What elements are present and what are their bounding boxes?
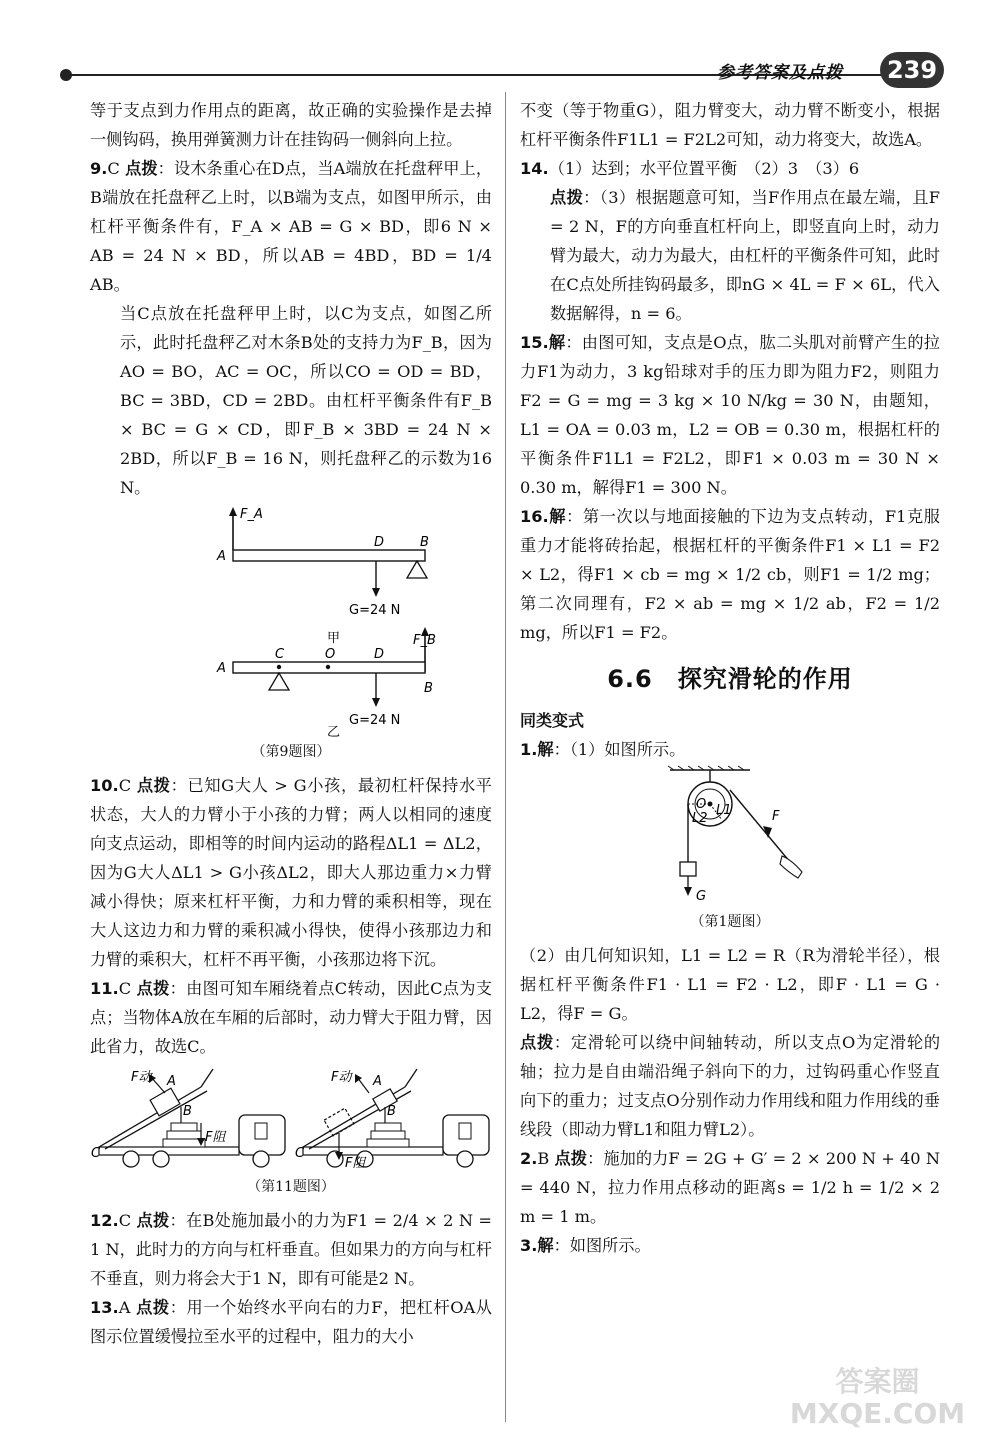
q12-text: ：在B处施加最小的力为F1 = 2/4 × 2 N = 1 N，此时力的方向与杠杆垂直。但如果力的方向与杠杆不垂直，则力将会大于1 N，即有可能是2 N。 — [90, 1211, 492, 1288]
q9a-force-label: F_A — [240, 507, 263, 522]
q9-caption: （第9题图） — [251, 744, 331, 760]
q9-text-1: ：设木条重心在D点，当A端放在托盘秤甲上，B端放在托盘秤乙上时，以B端为支点，如图甲所示，由杠杆平衡条件有，F_A × AB = G × BD，即6 N × AB = 24 N × BD，所以AB = 4BD，BD = 1/4 AB。 — [90, 159, 493, 294]
right-column — [520, 96, 940, 1260]
answer-3 — [520, 1231, 940, 1260]
a1-text-1: ：（1）如图所示。 — [553, 740, 686, 759]
q9a-weight-label: G=24 N — [349, 603, 401, 618]
q9a-label-d: D — [374, 535, 385, 550]
q11-caption: （第11题图） — [247, 1179, 335, 1195]
a1-fig-l2: L2 — [692, 811, 708, 826]
q15-text: ：由图可知，支点是O点，肱二头肌对前臂产生的拉力F1为动力，3 kg铅球对手的压力即为阻力F2，则阻力F2 = G = mg = 3 kg × 10 N/kg = 30 N，由题知，L1 = OA = 0.03 m，L2 = OB = 0.30 m，根据杠杆的平衡条件F1L1 = F2L2，即F1 × 0.03 m = 30 N × 0.30 m，解得F1 = 300 N。 — [520, 333, 940, 497]
question-11 — [90, 974, 492, 1061]
a3-text: ：如图所示。 — [553, 1236, 651, 1255]
question-12 — [90, 1206, 492, 1293]
q14-text: ：（3）根据题意可知，当F作用点在最左端，且F = 2 N，F的方向垂直杠杆向上，即竖直向上时，动力臂为最大，动力为最大，由杠杆的平衡条件可知，此时在C点处所挂钩码最多，即nG × 4L = F × 6L，代入数据解得，n = 6。 — [550, 188, 941, 323]
q16-label: 解 — [548, 507, 567, 526]
a1-number: 1. — [520, 740, 538, 759]
page-number: 239 — [880, 52, 944, 88]
a1-fig-f: F — [772, 809, 780, 824]
column-divider — [505, 92, 506, 1422]
q14-number: 14. — [520, 159, 549, 178]
q9-figure-b — [216, 627, 436, 740]
a1-text-2: （2）由几何知识知，L1 = L2 = R（R为滑轮半径），根据杠杆平衡条件F1 · L1 = F2 · L2，即F · L1 = G · L2，得F = G。 — [520, 946, 940, 1023]
q9b-label-d: D — [374, 647, 385, 662]
q11l-c: C — [91, 1146, 101, 1161]
question-9 — [90, 154, 492, 299]
a2-choice: B — [537, 1149, 550, 1168]
q10-text: ：已知G大人 > G小孩，最初杠杆保持水平状态，大人的力臂小于小孩的力臂；两人以相同的速度向支点运动，即相等的时间内运动的路程ΔL1 = ΔL2，因为G大人ΔL1 > G小孩ΔL2，即大人那边重力×力臂减小得快；原来杠杆平衡，力和力臂的乘积相等，现在大人这边力和力臂的乘积减小得快，使得小孩那边力和力臂的乘积大，杠杆不再平衡，小孩那边将下沉。 — [90, 776, 492, 969]
a1-hint-label: 点拨 — [520, 1033, 554, 1052]
q9-hint-label: 点拨 — [125, 159, 158, 178]
watermark-line-1: 答案圈 — [835, 1365, 920, 1398]
q13-choice: A — [118, 1298, 131, 1317]
q9a-label-b: B — [420, 535, 429, 550]
q11r-c: C — [295, 1146, 305, 1161]
a1-pulley-figure — [650, 766, 810, 906]
a1-label: 解 — [537, 740, 554, 759]
q13-text: ：用一个始终水平向右的力F，把杠杆OA从图示位置缓慢拉至水平的过程中，阻力的大小 — [90, 1298, 492, 1346]
q10-hint-label: 点拨 — [136, 776, 171, 795]
q16-number: 16. — [520, 507, 549, 526]
q15-number: 15. — [520, 333, 549, 352]
q12-choice: C — [118, 1211, 132, 1230]
q11-truck-right — [295, 1069, 489, 1171]
q12-hint-label: 点拨 — [136, 1211, 170, 1230]
a1-fig-o: O — [696, 797, 707, 812]
q11-text: ：由图可知车厢绕着点C转动，因此C点为支点；当物体A放在车厢的后部时，动力臂大于阻力臂，因此省力，故选C。 — [90, 979, 493, 1056]
a2-number: 2. — [520, 1149, 538, 1168]
q9-choice: C — [107, 159, 120, 178]
q9b-label-a: A — [217, 661, 226, 676]
left-continuation: 等于支点到力作用点的距离，故正确的实验操作是去掉一侧钩码，换用弹簧测力计在挂钩码一侧斜向上拉。 — [90, 101, 492, 149]
q11-figure — [91, 1063, 491, 1171]
q9-number: 9. — [90, 159, 108, 178]
q15-label: 解 — [548, 333, 566, 352]
q11r-a: A — [373, 1074, 382, 1089]
q9a-label-a: A — [217, 549, 226, 564]
watermark-line-2: MXQE.COM — [789, 1397, 966, 1430]
q13-number: 13. — [90, 1298, 119, 1317]
q13-hint-label: 点拨 — [136, 1298, 170, 1317]
section-label: 同类变式 — [520, 711, 585, 730]
q9b-label-o: O — [325, 647, 336, 662]
q10-choice: C — [118, 776, 132, 795]
question-16 — [520, 502, 940, 647]
q9b-label-c: C — [275, 647, 285, 662]
q11l-fzu: F阻 — [205, 1130, 226, 1145]
section-title: 6.6 探究滑轮的作用 — [607, 665, 853, 693]
question-15 — [520, 328, 940, 502]
q11l-a: A — [167, 1074, 176, 1089]
question-14 — [520, 154, 940, 183]
q11l-fdong: F动 — [131, 1070, 152, 1085]
q16-text: ：第一次以与地面接触的下边为支点转动，F1克服重力才能将砖抬起，根据杠杆的平衡条件F1 × L1 = F2 × L2，得F1 × cb = mg × 1/2 cb，则F1 = 1/2 mg；第二次同理有，F2 × ab = mg × 1/2 ab，F2 = 1/2 mg，所以F1 = F2。 — [520, 507, 940, 642]
left-column — [90, 96, 492, 1351]
header-title: 参考答案及点拨 — [717, 63, 843, 83]
q14-hint-label: 点拨 — [550, 188, 584, 207]
q9a-caption-label: 甲 — [327, 631, 341, 646]
a2-text: ：施加的力F = 2G + G′ = 2 × 200 N + 40 N = 440 N，拉力作用点移动的距离s = 1/2 h = 1/2 × 2 m = 1 m。 — [520, 1149, 940, 1226]
q12-number: 12. — [90, 1211, 119, 1230]
q14-answer: （1）达到；水平位置平衡 （2）3 （3）6 — [548, 159, 860, 178]
a1-explanation — [520, 1028, 940, 1144]
q9-figure — [161, 504, 436, 740]
q9b-caption-label: 乙 — [327, 725, 341, 740]
q10-number: 10. — [90, 776, 119, 795]
q11l-b: B — [183, 1104, 192, 1119]
q9-figure-a — [216, 507, 429, 646]
q9b-force-label: F_B — [413, 633, 436, 648]
q11-truck-left — [91, 1069, 285, 1167]
answer-2 — [520, 1144, 940, 1231]
q9-text-2: 当C点放在托盘秤甲上时，以C为支点，如图乙所示，此时托盘秤乙对木条B处的支持力为F_B，因为AO = BO，AC = OC，所以CO = OD = BD，BC = 3BD，CD = 2BD。由杠杆平衡条件有F_B × BC = G × CD，即F_B × 3BD = 24 N × 2BD，所以F_B = 16 N，则托盘秤乙的示数为16 N。 — [120, 304, 492, 497]
question-13 — [90, 1293, 492, 1351]
q11-hint-label: 点拨 — [136, 979, 170, 998]
watermark — [785, 1366, 970, 1430]
q14-explanation — [520, 183, 940, 328]
q11-number: 11. — [90, 979, 119, 998]
q11r-b: B — [387, 1104, 396, 1119]
q11r-fdong: F动 — [331, 1070, 352, 1085]
a1-fig-l1: L1 — [716, 803, 732, 818]
right-continuation: 不变（等于物重G），阻力臂变大，动力臂不断变小，根据杠杆平衡条件F1L1 = F2L2可知，动力将变大，故选A。 — [520, 101, 940, 149]
q9b-label-b: B — [424, 681, 433, 696]
question-10 — [90, 771, 492, 974]
q11-choice: C — [118, 979, 132, 998]
a3-number: 3. — [520, 1236, 538, 1255]
a3-label: 解 — [537, 1236, 554, 1255]
q9b-weight-label: G=24 N — [349, 713, 401, 728]
q11r-fzu: F阻 — [345, 1156, 366, 1171]
a1-fig-g: G — [696, 889, 707, 904]
answer-1 — [520, 735, 940, 764]
a2-hint-label: 点拨 — [554, 1149, 588, 1168]
a1-caption: （第1题图） — [690, 914, 770, 930]
a1-text-3: ：定滑轮可以绕中间轴转动，所以支点O为定滑轮的轴；拉力是自由端沿绳子斜向下的力，过钩码重心作竖直向下的重力；过支点O分别作动力作用线和阻力作用线的垂线段（即动力臂L1和阻力臂L2）。 — [520, 1033, 941, 1139]
